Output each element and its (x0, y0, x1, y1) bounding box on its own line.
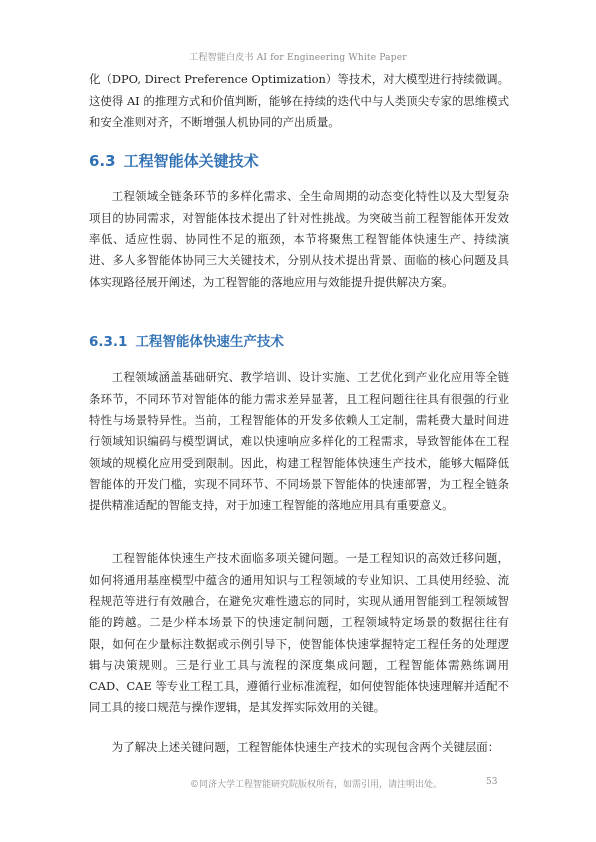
section-number: 6.3 (89, 152, 116, 170)
subsection-title: 工程智能体快速生产技术 (135, 334, 284, 350)
subsection-number: 6.3.1 (89, 334, 128, 350)
background-paragraph: 工程领域涵盖基础研究、教学培训、设计实施、工艺优化到产业化应用等全链条环节，不同环节对智能体的能力需求差异显著，且工程问题往往具有很强的行业特性与场景特异性。当前，工程智能体的开发多依赖人工定制，需耗费大量时间进行领域知识编码与模型调试，难以快速响应多样化的工程需求，导致智能体在工程领域的规模化应用受到限制。因此，构建工程智能体快速生产技术，能够大幅降低智能体的开发门槛，实现不同环节、不同场景下智能体的快速部署，为工程全链条提供精准适配的智能支持，对于加速工程智能的落地应用具有重要意义。 (89, 370, 509, 513)
page-number: 53 (486, 777, 498, 787)
running-header: 工程智能白皮书 AI for Engineering White Paper (189, 53, 407, 63)
solution-lead-paragraph: 为了解决上述关键问题，工程智能体快速生产技术的实现包含两个关键层面： (111, 740, 500, 755)
key-problems-paragraph: 工程智能体快速生产技术面临多项关键问题。一是工程知识的高效迁移问题，如何将通用基座模型中蕴含的通用知识与工程领域的专业知识、工具使用经验、流程规范等进行有效融合，在避免灾难性遗忘的同时，实现从通用智能到工程领域智能的跨越。二是少样本场景下的快速定制问题，工程领域特定场景的数据往往有限，如何在少量标注数据或示例引导下，使智能体快速掌握特定工程任务的处理逻辑与决策规则。三是行业工具与流程的深度集成问题，工程智能体需熟练调用 CAD、CAE 等专业工程工具，遵循行业标准流程，如何使智能体快速理解并适配不同工具的接口规范与操作逻辑，是其发挥实际效用的关键。 (89, 551, 509, 715)
section-title: 工程智能体关键技术 (123, 152, 259, 170)
subsection-heading-6-3-1 (89, 330, 509, 350)
section-intro-paragraph: 工程领域全链条环节的多样化需求、全生命周期的动态变化特性以及大型复杂项目的协同需求，对智能体技术提出了针对性挑战。为突破当前工程智能体开发效率低、适应性弱、协同性不足的瓶颈，本节将聚焦工程智能体快速生产、持续演进、多人多智能体协同三大关键技术，分别从技术提出背景、面临的核心问题及具体实现路径展开阐述，为工程智能的落地应用与效能提升提供解决方案。 (89, 189, 509, 289)
paragraph-continuation: 化（DPO, Direct Preference Optimization）等技术，对大模型进行持续微调。这使得 AI 的推理方式和价值判断，能够在持续的迭代中与人类顶尖专家的思维模式和安全准则对齐，不断增强人机协同的产出质量。 (89, 72, 509, 129)
section-heading-6-3 (89, 150, 509, 171)
copyright-notice: ©同济大学工程智能研究院版权所有，如需引用，请注明出处。 (190, 780, 443, 790)
